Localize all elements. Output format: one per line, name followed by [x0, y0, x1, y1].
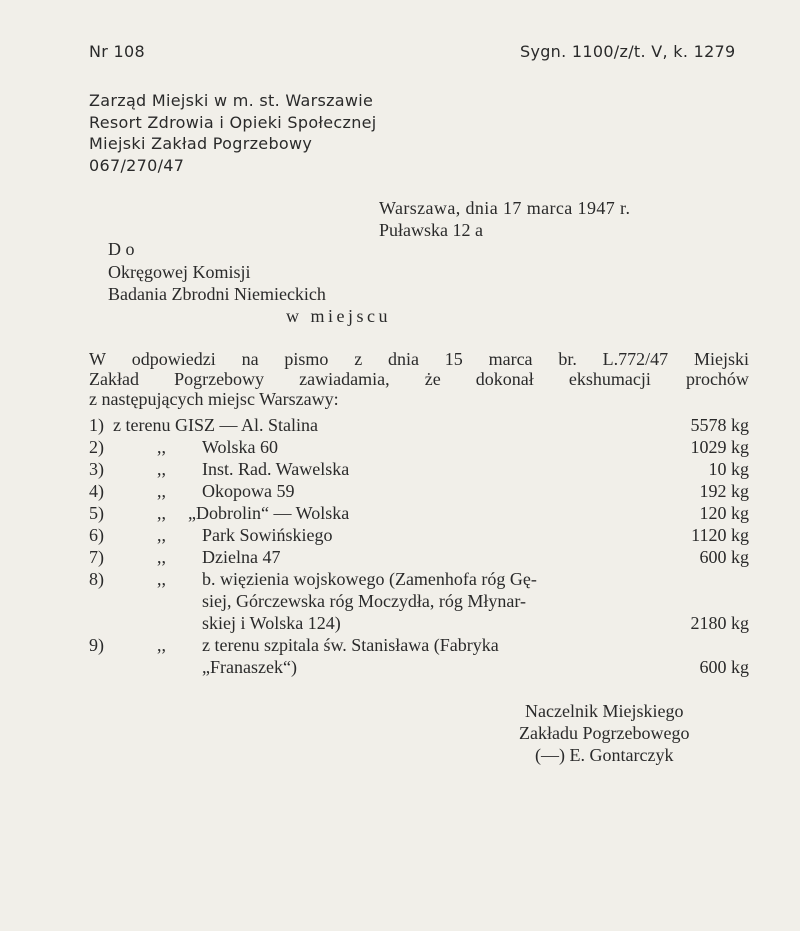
addressee-line-3: w miejscu — [286, 306, 391, 326]
body-line-1 — [89, 349, 749, 369]
item-amount: 600 kg — [699, 547, 749, 567]
archive-signature: Sygn. 1100/z/t. V, k. 1279 — [520, 42, 736, 61]
body-word: dnia — [387, 349, 419, 369]
ditto-mark: ,, — [157, 459, 166, 479]
document-number: Nr 108 — [89, 42, 145, 61]
body-word: odpowiedzi — [131, 349, 216, 369]
body-line-2 — [89, 369, 749, 389]
item-place: „Dobrolin“ — Wolska — [188, 503, 350, 523]
item-place: Park Sowińskiego — [202, 525, 333, 545]
item-place-line: z terenu szpitala św. Stanisława (Fabryka — [202, 635, 499, 655]
ditto-mark: ,, — [157, 635, 166, 655]
ditto-mark: ,, — [157, 569, 166, 589]
place-and-date — [379, 197, 630, 241]
body-word: br. — [558, 349, 577, 369]
item-place-line: skiej i Wolska 124) — [202, 613, 341, 633]
item-amount: 600 kg — [699, 657, 749, 677]
item-amount: 1120 kg — [691, 525, 749, 545]
item-amount: 120 kg — [699, 503, 749, 523]
addressee-to: D o — [108, 239, 135, 259]
body-word: Miejski — [693, 349, 749, 369]
signature-name: (—) E. Gontarczyk — [535, 745, 674, 765]
item-place: Dzielna 47 — [202, 547, 281, 567]
signature-title-2: Zakładu Pogrzebowego — [519, 723, 690, 743]
body-word: z — [354, 349, 363, 369]
body-word: prochów — [685, 369, 749, 389]
body-word: W — [89, 349, 106, 369]
body-word: Zakład — [89, 369, 139, 389]
body-word: dokonał — [475, 369, 534, 389]
item-place-line: b. więzienia wojskowego (Zamenhofa róg Gę- — [202, 569, 537, 589]
body-word: marca — [488, 349, 533, 369]
item-number: 6) — [89, 525, 104, 545]
list-item — [89, 480, 749, 502]
item-place: z terenu GISZ — Al. Stalina — [113, 415, 318, 435]
signature-block — [519, 700, 689, 766]
item-place-line: siej, Górczewska róg Moczydła, róg Młynar- — [202, 591, 527, 611]
item-place: Wolska 60 — [202, 437, 279, 457]
list-item — [89, 458, 749, 480]
item-place: Okopowa 59 — [202, 481, 295, 501]
body-word: ekshumacji — [568, 369, 651, 389]
item-number: 3) — [89, 459, 104, 479]
list-item — [89, 414, 749, 436]
body-word: 15 — [444, 349, 463, 369]
body-word: że — [424, 369, 441, 389]
item-number: 2) — [89, 437, 104, 457]
item-number: 7) — [89, 547, 104, 567]
item-number: 4) — [89, 481, 104, 501]
item-place — [202, 568, 662, 634]
body-word: zawiadamia, — [299, 369, 390, 389]
ditto-mark: ,, — [157, 525, 166, 545]
list-item — [89, 502, 749, 524]
list-item — [89, 436, 749, 458]
office-reference: 067/270/47 — [89, 155, 185, 175]
office-line-1: Zarząd Miejski w m. st. Warszawie — [89, 91, 374, 110]
office-line-2: Resort Zdrowia i Opieki Społecznej — [89, 112, 377, 132]
item-amount: 1029 kg — [690, 437, 749, 457]
body-word: L.772/47 — [602, 349, 669, 369]
ditto-mark: ,, — [157, 503, 166, 523]
addressee — [108, 238, 326, 306]
ditto-mark: ,, — [157, 481, 166, 501]
list-item — [89, 524, 749, 546]
item-place-line: „Franaszek“) — [202, 657, 297, 677]
addressee-line-1: Okręgowej Komisji — [108, 261, 251, 282]
item-number: 9) — [89, 635, 104, 655]
item-amount: 10 kg — [708, 459, 749, 479]
ditto-mark: ,, — [157, 547, 166, 567]
letter-date: Warszawa, dnia 17 marca 1947 r. — [379, 198, 631, 218]
list-item — [89, 546, 749, 568]
item-number: 5) — [89, 503, 104, 523]
addressee-line-2: Badania Zbrodni Niemieckich — [108, 284, 326, 304]
body-word: pismo — [284, 349, 329, 369]
office-line-3: Miejski Zakład Pogrzebowy — [89, 134, 313, 153]
item-amount: 5578 kg — [690, 415, 749, 435]
body-word: Pogrzebowy — [174, 369, 265, 389]
body-line-3: z następujących miejsc Warszawy: — [89, 389, 339, 409]
item-number: 1) — [89, 415, 104, 435]
item-place: Inst. Rad. Wawelska — [202, 459, 350, 479]
ditto-mark: ,, — [157, 437, 166, 457]
list-item — [89, 634, 749, 678]
sender-office — [89, 90, 377, 176]
item-amount: 192 kg — [699, 481, 749, 501]
exhumation-list — [89, 414, 749, 678]
letter-body — [89, 349, 749, 409]
signature-title-1: Naczelnik Miejskiego — [525, 701, 684, 721]
item-amount: 2180 kg — [690, 613, 749, 633]
body-word: na — [241, 349, 259, 369]
item-place — [202, 634, 662, 678]
item-number: 8) — [89, 569, 104, 589]
list-item — [89, 568, 749, 634]
sender-address: Puławska 12 a — [379, 220, 483, 240]
